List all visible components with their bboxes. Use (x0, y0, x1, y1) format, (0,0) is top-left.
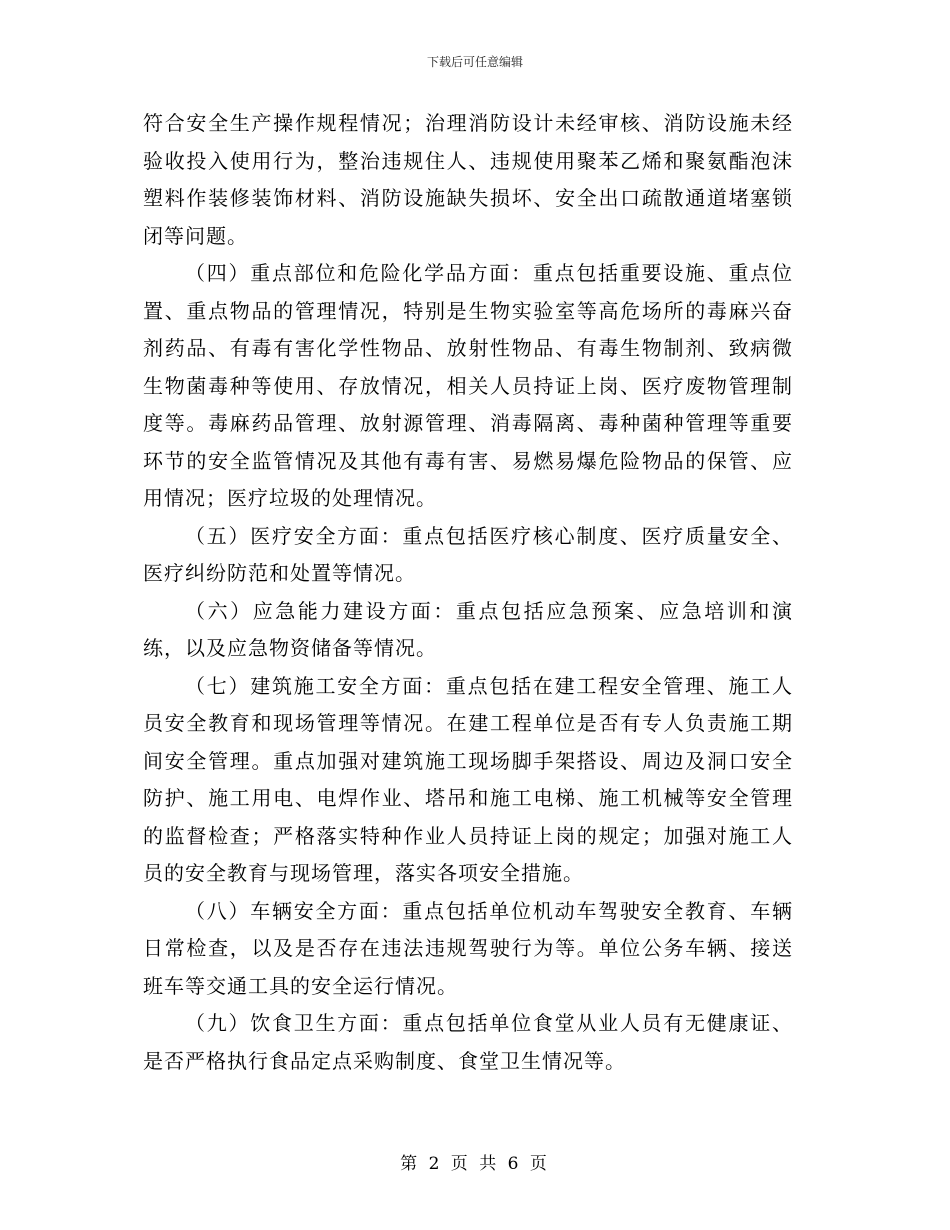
paragraph-emergency-capability: （六）应急能力建设方面：重点包括应急预案、应急培训和演练，以及应急物资储备等情况。 (143, 598, 793, 660)
paragraph-medical-safety: （五）医疗安全方面：重点包括医疗核心制度、医疗质量安全、医疗纠纷防范和处置等情况。 (143, 523, 793, 585)
paragraph-continuation: 符合安全生产操作规程情况；治理消防设计未经审核、消防设施未经验收投入使用行为，整治违规住人、违规使用聚苯乙烯和聚氨酯泡沫塑料作装修装饰材料、消防设施缺失损坏、安全出口疏散通道堵塞锁闭等问题。 (143, 111, 793, 248)
page-number-footer: 第 2 页 共 6 页 (400, 1154, 550, 1174)
document-body (143, 105, 793, 1080)
paragraph-construction-safety: （七）建筑施工安全方面：重点包括在建工程安全管理、施工人员安全教育和现场管理等情况。在建工程单位是否有专人负责施工期间安全管理。重点加强对建筑施工现场脚手架搭设、周边及洞口安全防护、施工用电、电焊作业、塔吊和施工电梯、施工机械等安全管理的监督检查；严格落实特种作业人员持证上岗的规定；加强对施工人员的安全教育与现场管理，落实各项安全措施。 (143, 673, 793, 885)
paragraph-food-hygiene: （九）饮食卫生方面：重点包括单位食堂从业人员有无健康证、是否严格执行食品定点采购制度、食堂卫生情况等。 (143, 1011, 793, 1073)
paragraph-hazardous-chemicals: （四）重点部位和危险化学品方面：重点包括重要设施、重点位置、重点物品的管理情况，特别是生物实验室等高危场所的毒麻兴奋剂药品、有毒有害化学性物品、放射性物品、有毒生物制剂、致病微生物菌毒种等使用、存放情况，相关人员持证上岗、医疗废物管理制度等。毒麻药品管理、放射源管理、消毒隔离、毒种菌种管理等重要环节的安全监管情况及其他有毒有害、易燃易爆危险物品的保管、应用情况；医疗垃圾的处理情况。 (143, 261, 793, 510)
page-header: 下载后可任意编辑 (426, 55, 523, 69)
paragraph-vehicle-safety: （八）车辆安全方面：重点包括单位机动车驾驶安全教育、车辆日常检查，以及是否存在违法违规驾驶行为等。单位公务车辆、接送班车等交通工具的安全运行情况。 (143, 898, 793, 998)
